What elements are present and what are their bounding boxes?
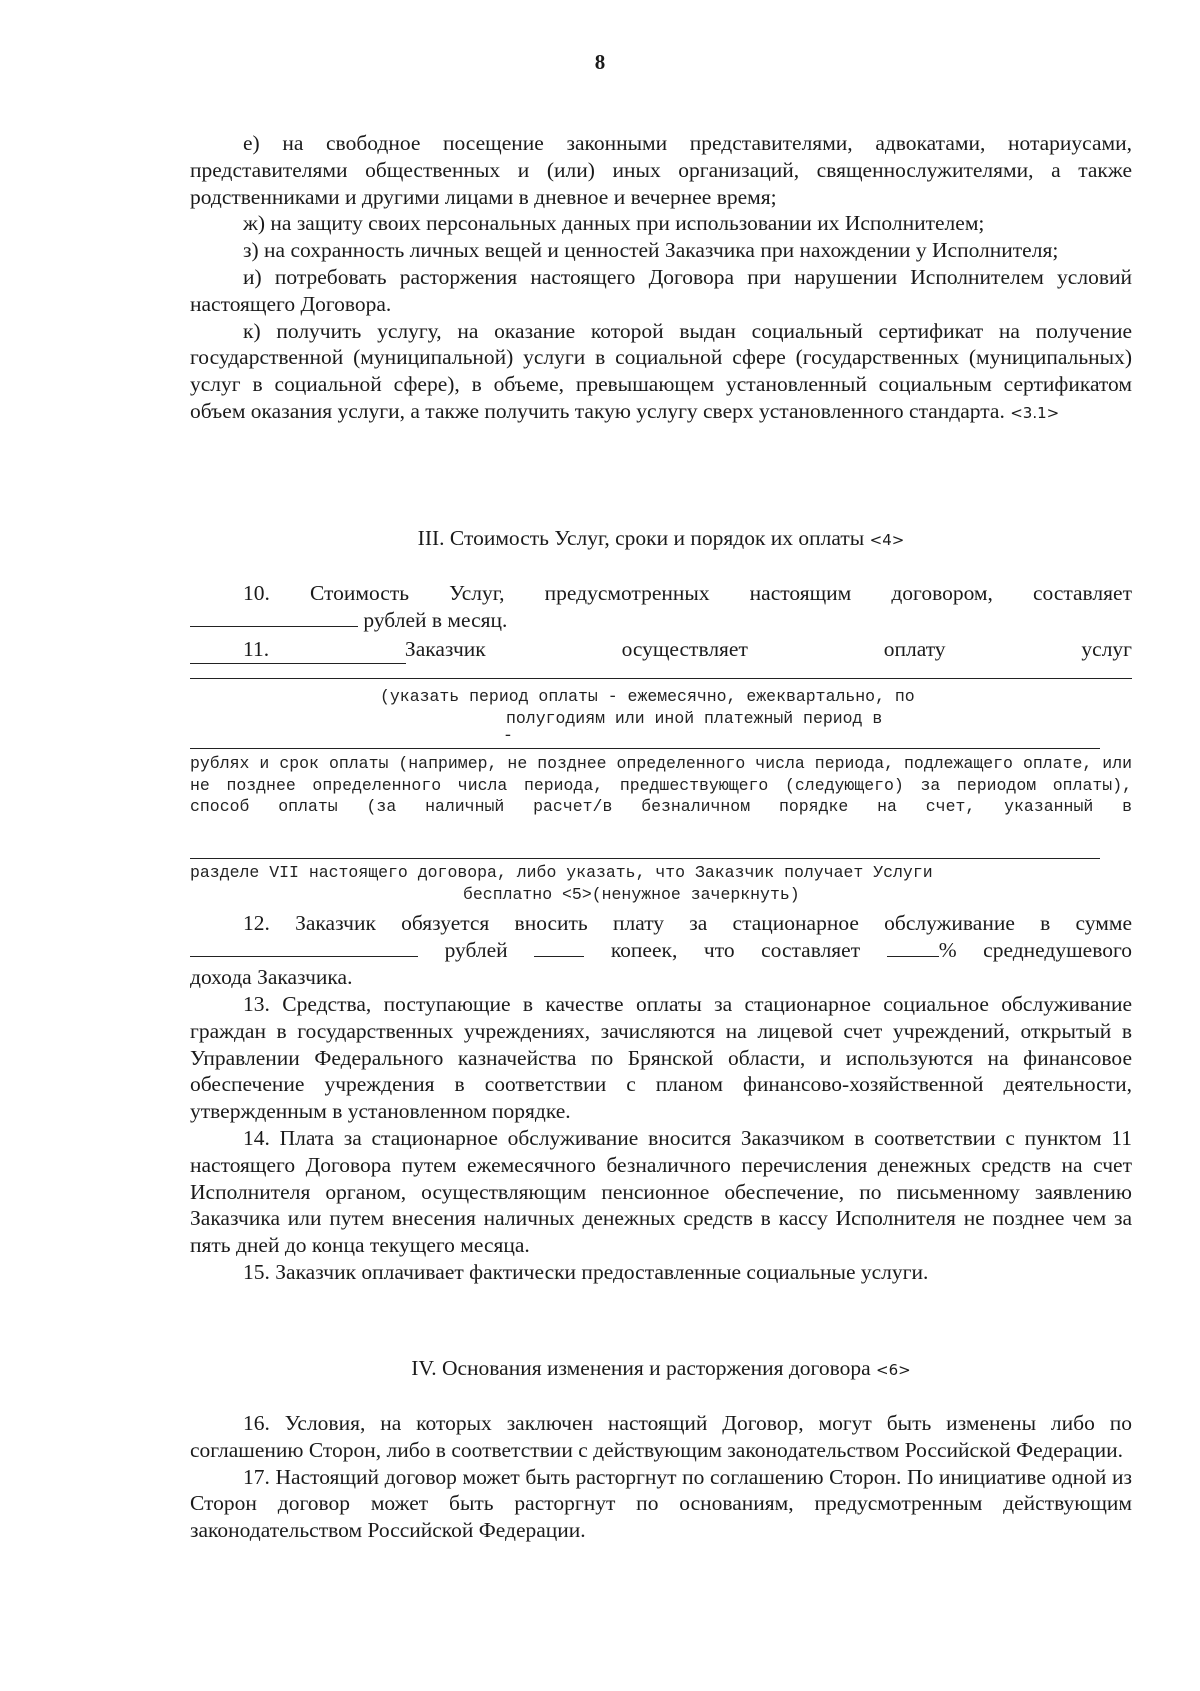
kopecks-blank	[534, 938, 584, 957]
right-item-e: е) на свободное посещение законными представителями, адвокатами, нотариусами, представителями общественных и (или) иных организаций, священнослужителями, а также родственниками и другими лицами в дневное и вечернее время;	[190, 131, 1132, 209]
note-3-line1: разделе VII настоящего договора, либо указать, что Заказчик получает Услуги	[190, 863, 933, 882]
p11-word-3: осуществляет	[621, 637, 748, 661]
paragraph-11-line	[190, 636, 1132, 662]
rubles-label: рублей	[444, 937, 508, 962]
paragraph-14: 14. Плата за стационарное обслуживание вносится Заказчиком в соответствии с пунктом 11 настоящего Договора путем ежемесячного безналичного перечисления денежных средств на счет Исполнителя органом, осуществляющим пенсионное обеспечение, по письменному заявлению Заказчика или путем внесения наличных денежных средств в кассу Исполнителя не позднее чем за пять дней до конца текущего месяца.	[190, 1125, 1132, 1258]
underline-note2	[190, 858, 1100, 859]
right-item-k-text: к) получить услугу, на оказание которой выдан социальный сертификат на получение государственной (муниципальной) услуги в социальной сфере (государственных (муниципальных) услуг в социальной сфере), в объеме, превышающем установленный социальным сертификатом объем оказания услуги, а также получить такую услугу сверх установленного стандарта.	[190, 318, 1132, 423]
paragraph-17: 17. Настоящий договор может быть расторгнут по соглашению Сторон. По инициативе одной из Сторон договор может быть расторгнут по основаниям, предусмотренным действующим законодательством Российской Федерации.	[190, 1464, 1132, 1543]
kopecks-label: копеек, что составляет	[610, 937, 861, 962]
p11-word-2: Заказчик	[404, 637, 486, 661]
p11-word-1: 11.	[243, 637, 270, 661]
sum-blank	[190, 938, 418, 957]
underline-11a	[190, 663, 406, 664]
percent-blank	[887, 938, 939, 957]
paragraph-13: 13. Средства, поступающие в качестве оплаты за стационарное социальное обслуживание граждан в государственных учреждениях, зачисляются на лицевой счет учреждений, открытый в Управлении Федерального казначейства по Брянской области, и используются на финансовое обеспечение учреждения в соответствии с планом финансово-хозяйственной деятельности, утвержденным в установленном порядке.	[190, 992, 1132, 1124]
section-4-title-text: IV. Основания изменения и расторжения договора	[411, 1356, 871, 1380]
paragraph-10-line1: 10. Стоимость Услуг, предусмотренных настоящим договором, составляет	[243, 581, 1132, 605]
underline-note1	[190, 748, 1100, 749]
note-3-line2: бесплатно <5>(ненужное зачеркнуть)	[463, 884, 800, 904]
amount-blank	[190, 608, 358, 627]
note-1	[190, 686, 1132, 745]
percent-label: % среднедушевого	[938, 937, 1132, 962]
paragraph-12	[190, 910, 1132, 990]
section-3-title	[190, 525, 1132, 554]
right-item-k	[190, 318, 1132, 427]
paragraph-12-line3: дохода Заказчика.	[190, 964, 353, 989]
section-4-title	[190, 1355, 1132, 1384]
right-item-zh: ж) на защиту своих персональных данных при использовании их Исполнителем;	[243, 211, 985, 236]
note-3	[190, 862, 1132, 905]
section-3-title-text: III. Стоимость Услуг, сроки и порядок их оплаты	[417, 526, 865, 550]
p11-word-5: услуг	[1081, 637, 1132, 661]
paragraph-10	[190, 580, 1132, 634]
footnote-ref: <3.1>	[1010, 403, 1060, 422]
note-1-line1: (указать период оплаты - ежемесячно, ежеквартально, по	[380, 687, 915, 706]
paragraphs-13-15	[190, 991, 1132, 1286]
footnote-ref: <6>	[876, 1361, 911, 1379]
note-1-mark: -	[503, 726, 513, 745]
p11-word-4: оплату	[883, 637, 946, 661]
note-2: рублях и срок оплаты (например, не позднее определенного числа периода, подлежащего оплате, или не позднее определенного числа периода, предшествующего (следующего) за периодом оплаты), способ оплаты (за наличный расчет/в безналичном порядке на счет, указанный в	[190, 754, 1132, 816]
note-1-line2: полугодиям или иной платежный период в	[506, 708, 883, 728]
right-item-z: з) на сохранность личных вещей и ценностей Заказчика при нахождении у Исполнителя;	[243, 238, 1059, 263]
paragraph-15: 15. Заказчик оплачивает фактически предоставленные социальные услуги.	[243, 1259, 929, 1284]
paragraph-16: 16. Условия, на которых заключен настоящий Договор, могут быть изменены либо по соглашению Сторон, либо в соответствии с действующим законодательством Российской Федерации.	[190, 1411, 1132, 1462]
page-number: 8	[594, 50, 606, 74]
underline-11b	[190, 678, 1132, 679]
paragraph-12-line2	[190, 937, 1132, 964]
footnote-ref: <4>	[869, 531, 905, 549]
paragraph-12-line1: 12. Заказчик обязуется вносить плату за стационарное обслуживание в сумме	[243, 911, 1132, 935]
paragraph-10-line2	[190, 607, 1132, 634]
rights-list	[190, 130, 1132, 427]
paragraphs-16-17	[190, 1410, 1132, 1544]
paragraph-10-line2-text: рублей в месяц.	[363, 607, 508, 632]
right-item-i: и) потребовать расторжения настоящего Договора при нарушении Исполнителем условий настоящего Договора.	[190, 264, 1132, 316]
